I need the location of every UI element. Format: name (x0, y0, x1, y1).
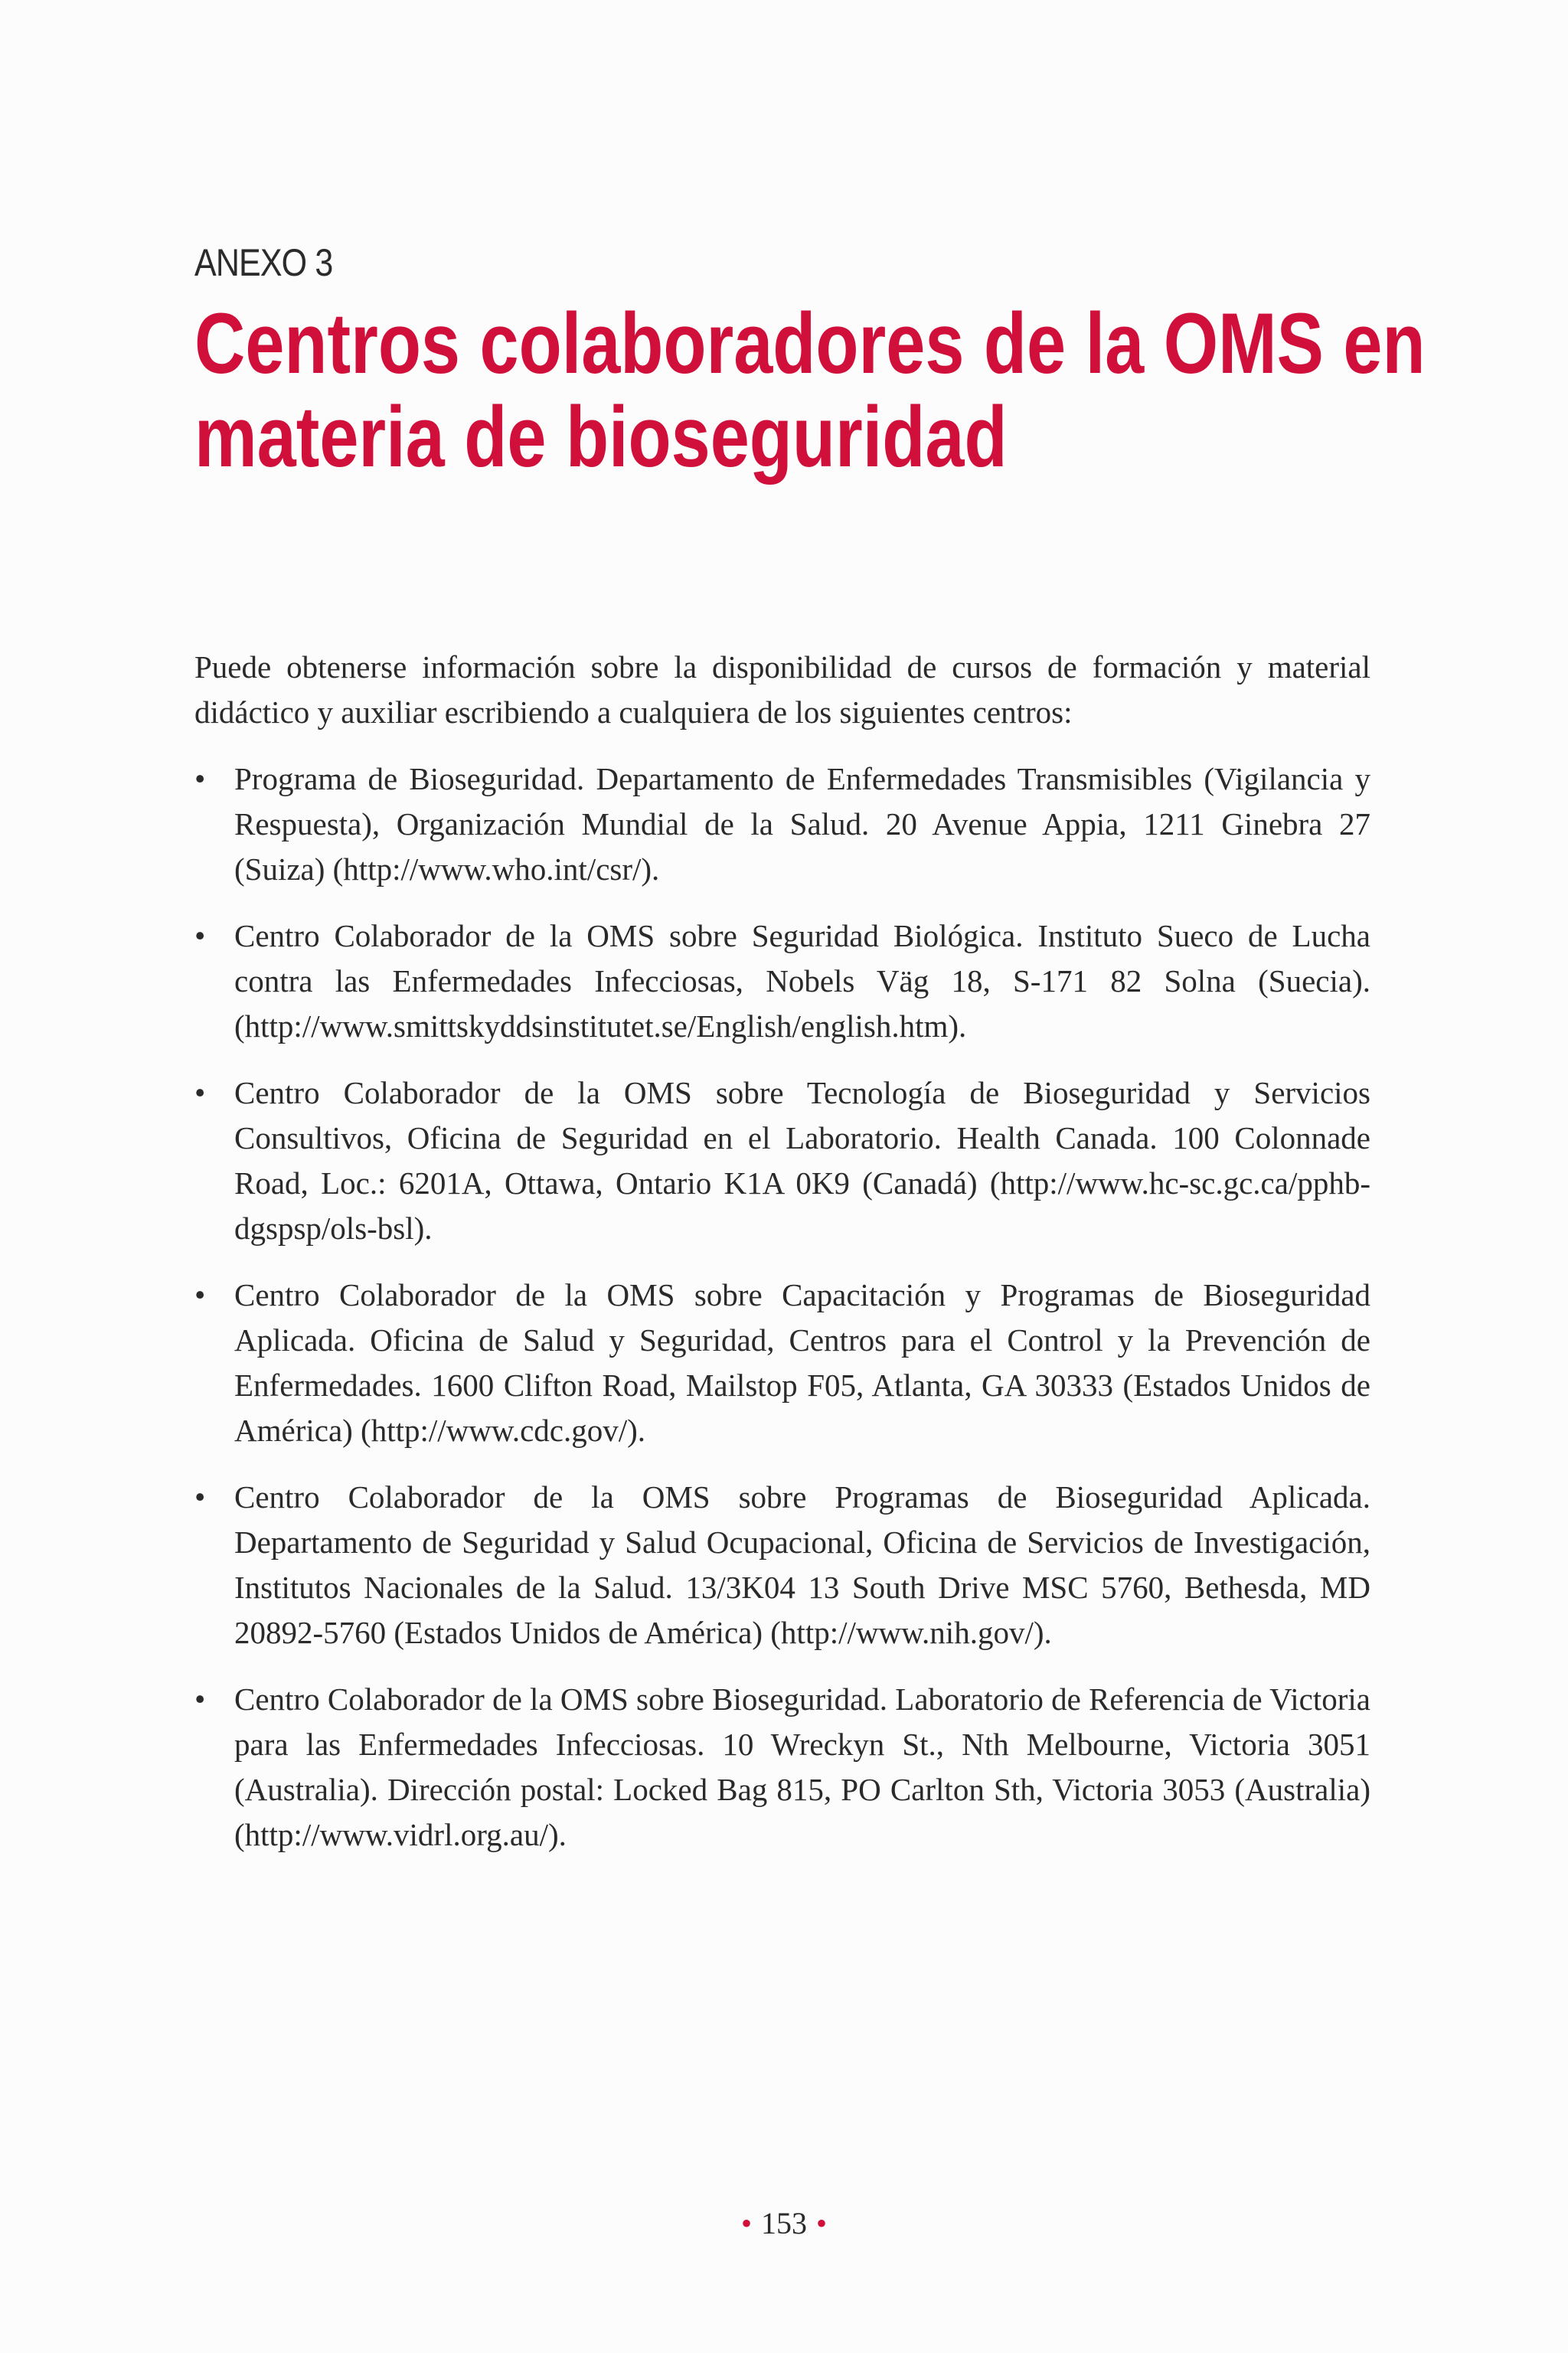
page-footer (0, 2205, 1568, 2241)
bullet-icon: • (194, 1277, 206, 1312)
page-title (194, 296, 1426, 485)
center-text: Centro Colaborador de la OMS sobre Seguridad Biológica. Instituto Sueco de Lucha contra las Enfermedades Infecciosas, Nobels Väg 18, S-171 82 Solna (Suecia). (http://www.smittskyddsinstitutet.se/English/english.htm). (234, 918, 1370, 1044)
bullet-icon: • (194, 761, 206, 796)
bullet-icon: • (194, 1075, 206, 1110)
document-body (194, 645, 1370, 1879)
center-text: Centro Colaborador de la OMS sobre Bioseguridad. Laboratorio de Referencia de Victoria para las Enfermedades Infecciosas. 10 Wreckyn St., Nth Melbourne, Victoria 3051 (Australia). Dirección postal: Locked Bag 815, PO Carlton Sth, Victoria 3053 (Australia) (http://www.vidrl.org.au/). (234, 1681, 1370, 1852)
list-item (194, 1677, 1370, 1858)
center-text: Centro Colaborador de la OMS sobre Capacitación y Programas de Bioseguridad Aplicada. Oficina de Salud y Seguridad, Centros para el Control y la Prevención de Enfermedades. 1600 Clifton Road, Mailstop F05, Atlanta, GA 30333 (Estados Unidos de América) (http://www.cdc.gov/). (234, 1277, 1370, 1448)
page-title-line-1: Centros colaboradores de la OMS en (194, 296, 1426, 391)
list-item (194, 1475, 1370, 1655)
annex-label: ANEXO 3 (194, 241, 333, 284)
footer-ornament-left: • (740, 2206, 752, 2240)
page-title-line-2: materia de bioseguridad (194, 389, 1008, 485)
list-item (194, 913, 1370, 1049)
list-item (194, 757, 1370, 892)
list-item (194, 1070, 1370, 1251)
bullet-icon: • (194, 918, 206, 953)
bullet-icon: • (194, 1681, 206, 1717)
center-text: Centro Colaborador de la OMS sobre Tecnología de Bioseguridad y Servicios Consultivos, Oficina de Seguridad en el Laboratorio. Health Canada. 100 Colonnade Road, Loc.: 6201A, Ottawa, Ontario K1A 0K9 (Canadá) (http://www.hc-sc.gc.ca/pphb-dgspsp/ols-bsl). (234, 1075, 1370, 1246)
center-text: Centro Colaborador de la OMS sobre Programas de Bioseguridad Aplicada. Departamento de Seguridad y Salud Ocupacional, Oficina de Servicios de Investigación, Institutos Nacionales de la Salud. 13/3K04 13 South Drive MSC 5760, Bethesda, MD 20892-5760 (Estados Unidos de América) (http://www.nih.gov/). (234, 1479, 1370, 1650)
intro-paragraph: Puede obtenerse información sobre la disponibilidad de cursos de formación y material didáctico y auxiliar escribiendo a cualquiera de los siguientes centros: (194, 649, 1370, 730)
center-text: Programa de Bioseguridad. Departamento de Enfermedades Transmisibles (Vigilancia y Respuesta), Organización Mundial de la Salud. 20 Avenue Appia, 1211 Ginebra 27 (Suiza) (http://www.who.int/csr/). (234, 761, 1370, 887)
footer-ornament-right: • (816, 2206, 828, 2240)
bullet-icon: • (194, 1479, 206, 1515)
list-item (194, 1273, 1370, 1453)
page-number: 153 (761, 2206, 807, 2240)
centers-list (194, 757, 1370, 1858)
